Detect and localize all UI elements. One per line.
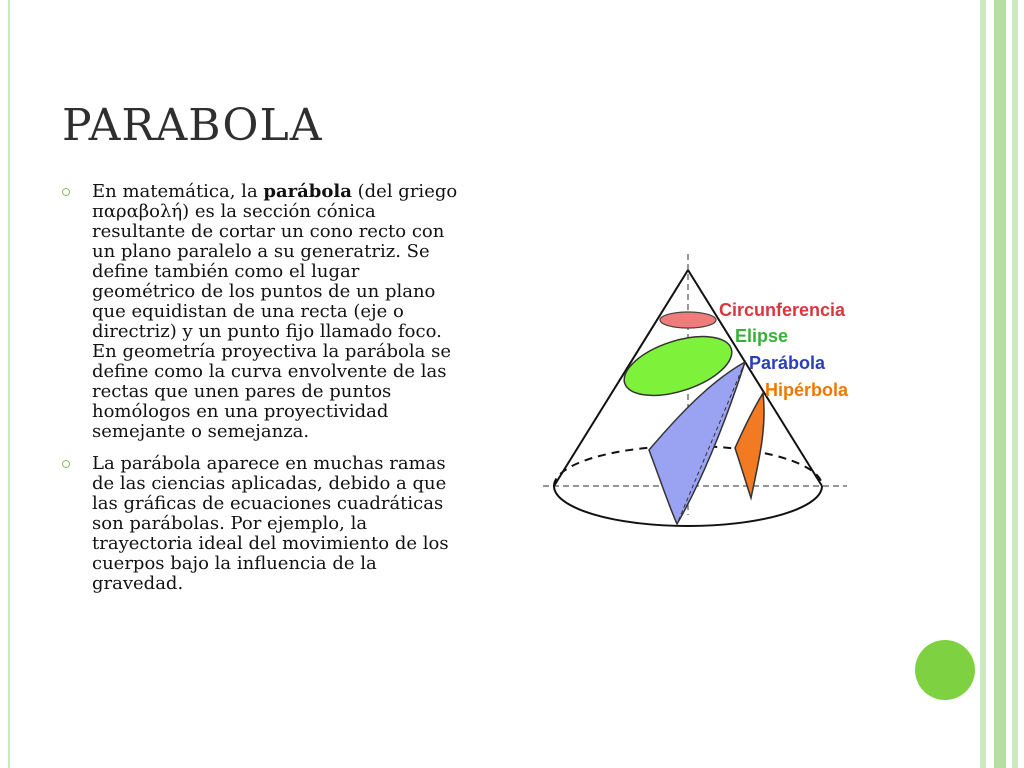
decorative-dot [915,640,975,700]
bullet-item [60,454,460,594]
label-elipse: Elipse [735,326,789,346]
stripe [980,0,986,768]
right-decorative-stripes [980,0,1024,768]
bullet-icon [62,460,70,468]
slide-body [60,182,460,606]
circle-section [660,312,716,328]
label-circunferencia: Circunferencia [719,300,846,320]
left-decorative-rule [8,0,10,768]
hyperbola-section [735,393,764,498]
bullet-text-pre: En matemática, la [92,181,264,202]
stripe [994,0,1006,768]
bullet-item [60,182,460,442]
bullet-icon [62,188,70,196]
label-parabola: Parábola [749,353,826,373]
cone-diagram [535,250,865,540]
label-hiperbola: Hipérbola [765,380,849,400]
stripe [1012,0,1018,768]
bullet-text-bold: parábola [263,181,352,202]
bullet-text: La parábola aparece en muchas ramas de las ciencias aplicadas, debido a que las gráficas de ecuaciones cuadráticas son parábolas. Por ejemplo, la trayectoria ideal del movimiento de los cuerpos bajo la influencia de la gravedad. [92,453,449,594]
bullet-text-post: (del griego παραβολή) es la sección cónica resultante de cortar un cono recto con un plano paralelo a su generatriz. Se define también como el lugar geométrico de los puntos de un plano que equidistan de una recta (eje o directriz) y un punto fijo llamado foco. En geometría proyectiva la parábola se define como la curva envolvente de las rectas que unen pares de puntos homólogos en una proyectividad semejante o semejanza. [92,181,458,442]
slide-title: PARABOLA [62,100,323,151]
conic-sections-figure [535,250,865,540]
